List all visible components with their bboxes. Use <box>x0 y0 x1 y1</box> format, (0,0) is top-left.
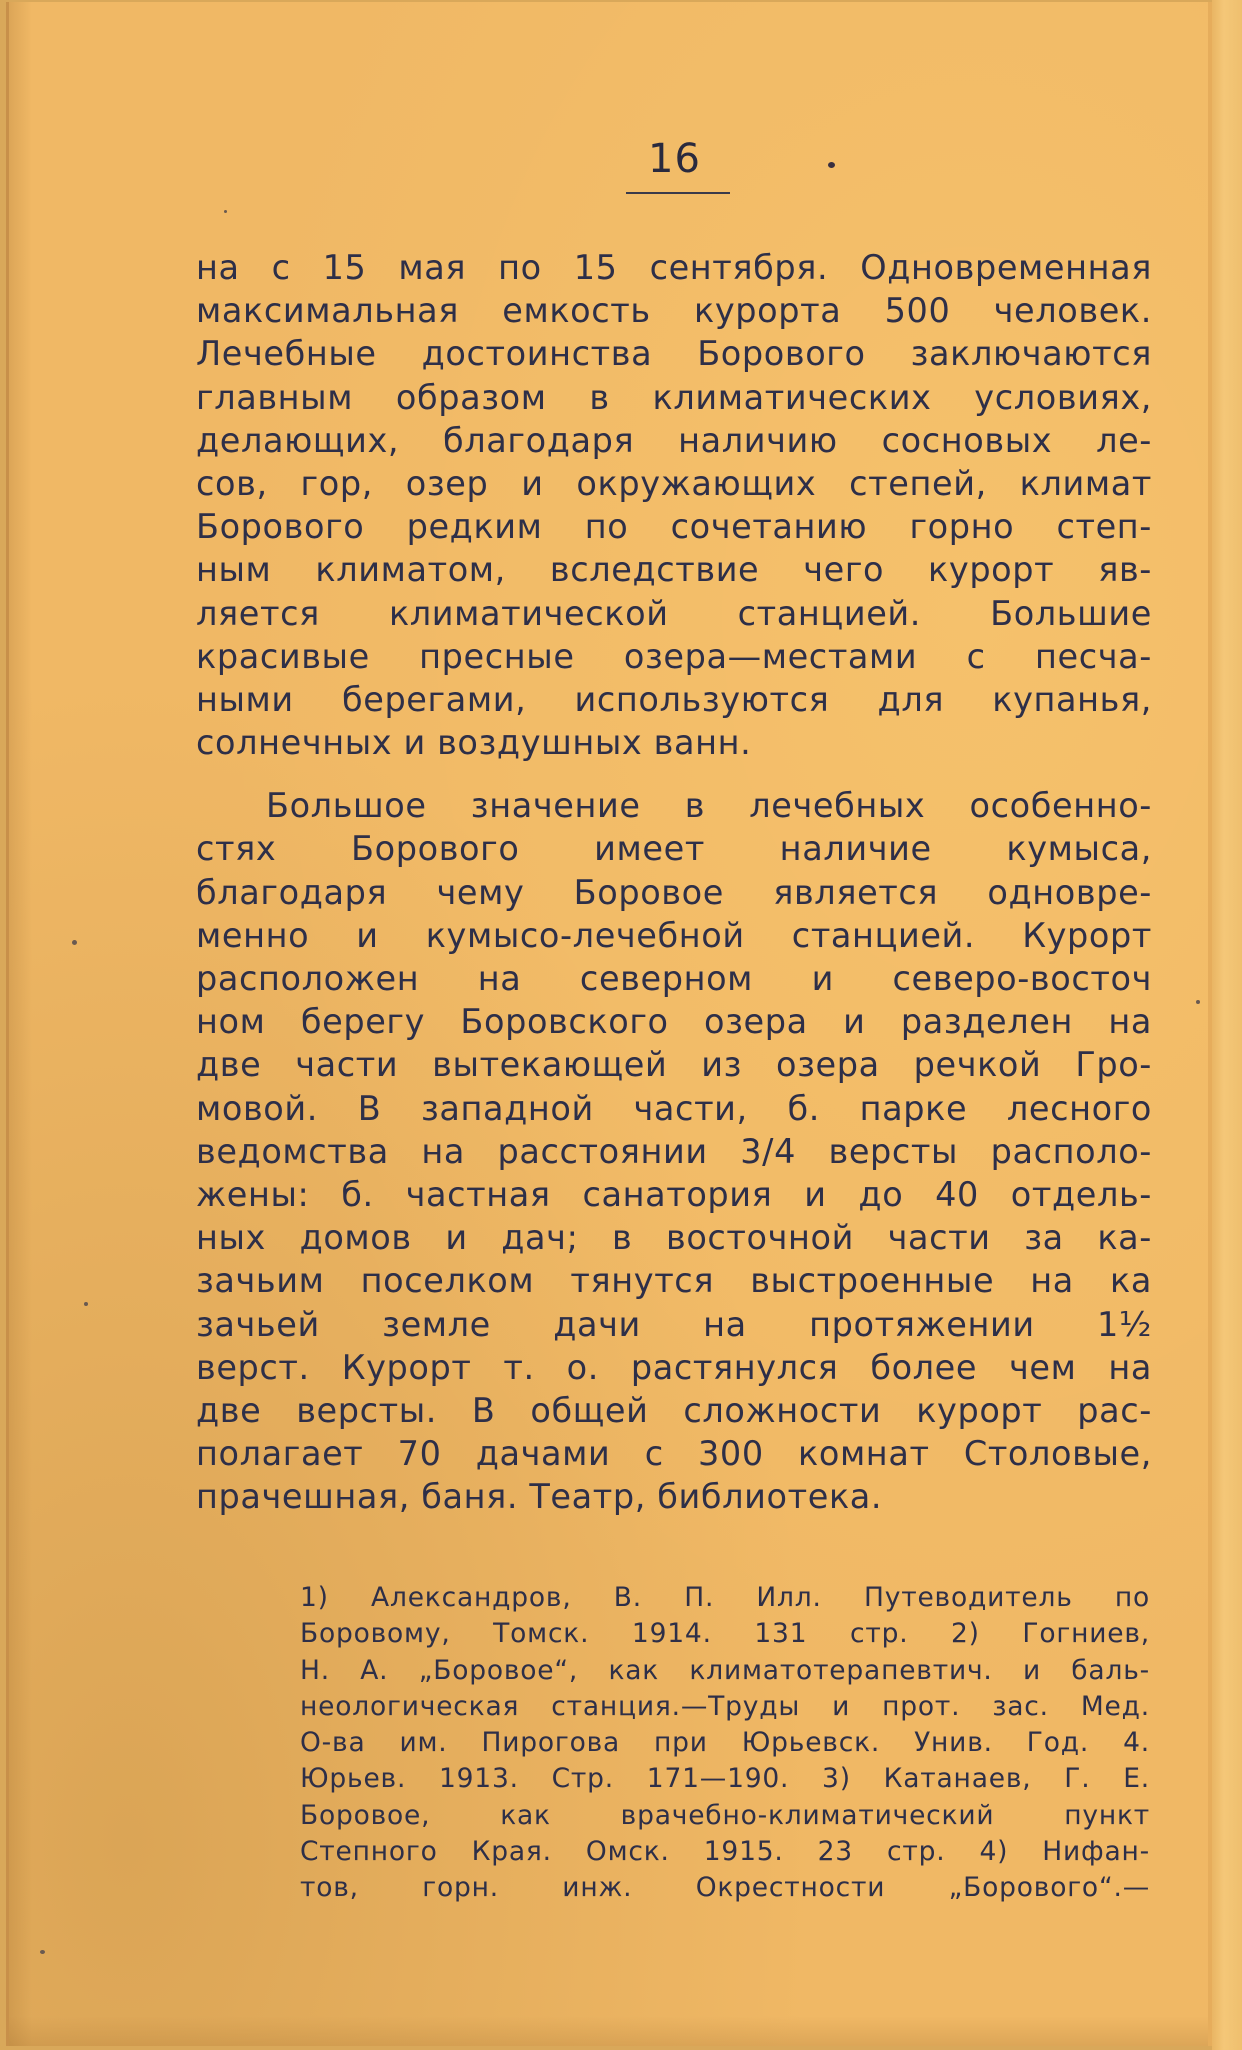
footnote-line: Степного Края. Омск. 1915. 23 стр. 4) Нифан- <box>300 1836 1150 1868</box>
text-line: ляется климатической станцией. Большие <box>196 593 1152 633</box>
text-line: стях Борового имеет наличие кумыса, <box>196 829 1152 869</box>
body-text <box>196 246 1152 1518</box>
footnote-line: Юрьев. 1913. Стр. 171—190. 3) Катанаев, Г. Е. <box>300 1763 1150 1795</box>
text-line: зачьим поселком тянутся выстроенные на ка <box>196 1261 1152 1301</box>
footnote-line: Н. А. „Боровое“, как климатотерапевтич. и баль- <box>300 1654 1150 1686</box>
text-line: благодаря чему Боровое является одновре- <box>196 872 1152 912</box>
footnote-line: 1) Александров, В. П. Илл. Путеводитель по <box>300 1582 1150 1613</box>
footnote-line: Боровое, как врачебно-климатический пункт <box>300 1799 1150 1831</box>
text-line: солнечных и воздушных ванн. <box>196 723 752 763</box>
text-line: Большое значение в лечебных особенно- <box>266 786 1152 826</box>
footnote-line: О-ва им. Пирогова при Юрьевск. Унив. Год. 4. <box>300 1727 1150 1759</box>
text-line: две части вытекающей из озера речкой Гро- <box>196 1045 1152 1085</box>
text-line: ведомства на расстоянии 3/4 версты располо- <box>196 1131 1152 1171</box>
paper-speck <box>84 1302 88 1306</box>
paragraph-gap <box>196 764 1152 784</box>
footnotes <box>300 1580 1150 1907</box>
footnote-line: неологическая станция.—Труды и прот. зас. Мед. <box>300 1690 1150 1722</box>
text-line: расположен на северном и северо-восточ <box>196 959 1152 998</box>
text-line: две версты. В общей сложности курорт рас- <box>196 1390 1152 1430</box>
page-edge <box>1212 0 1242 2050</box>
text-line: максимальная емкость курорта 500 человек. <box>196 291 1152 331</box>
text-line: красивые пресные озера—местами с песча- <box>196 636 1152 676</box>
footnote-line: тов, горн. инж. Окрестности „Борового“.— <box>300 1872 1150 1904</box>
text-line: ных домов и дач; в восточной части за ка- <box>196 1218 1152 1258</box>
page-number-rule <box>626 192 730 194</box>
paper-speck <box>40 1950 45 1954</box>
paper-speck <box>72 940 77 945</box>
text-line: сов, гор, озер и окружающих степей, климат <box>196 463 1152 503</box>
text-line: жены: б. частная санатория и до 40 отдель- <box>196 1174 1152 1214</box>
text-line: на с 15 мая по 15 сентября. Одновременная <box>196 248 1152 287</box>
text-line: Лечебные достоинства Борового заключаются <box>196 334 1152 374</box>
text-line: зачьей земле дачи на протяжении 1½ <box>196 1304 1152 1344</box>
ink-dot <box>828 162 835 168</box>
text-line: ным климатом, вследствие чего курорт яв- <box>196 550 1152 590</box>
text-line: ными берегами, используются для купанья, <box>196 679 1152 719</box>
text-line: Борового редким по сочетанию горно степ- <box>196 507 1152 547</box>
text-line: главным образом в климатических условиях, <box>196 377 1152 417</box>
page-number: 16 <box>648 136 701 182</box>
paper-speck <box>224 210 227 213</box>
footnote-line: Боровому, Томск. 1914. 131 стр. 2) Гогниев, <box>300 1618 1150 1650</box>
text-line: верст. Курорт т. о. растянулся более чем на <box>196 1347 1152 1387</box>
paper-speck <box>1196 1000 1200 1004</box>
text-line: мовой. В западной части, б. парке лесного <box>196 1088 1152 1128</box>
text-line: прачешная, баня. Театр, библиотека. <box>196 1477 883 1517</box>
text-line: менно и кумысо-лечебной станцией. Курорт <box>196 915 1152 955</box>
text-line: делающих, благодаря наличию сосновых ле- <box>196 420 1152 460</box>
text-line: полагает 70 дачами с 300 комнат Столовые, <box>196 1434 1152 1474</box>
text-line: ном берегу Боровского озера и разделен на <box>196 1002 1152 1042</box>
